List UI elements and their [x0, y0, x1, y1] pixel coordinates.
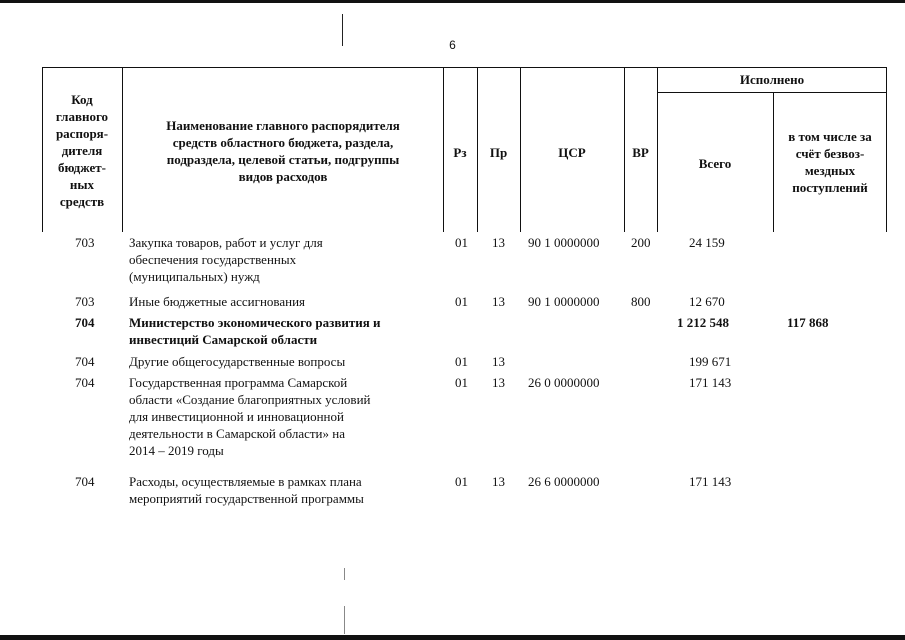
header-code [42, 91, 122, 210]
header-non-repayable [773, 128, 887, 196]
page-number: 6 [449, 38, 456, 52]
row-name [129, 293, 305, 310]
header-name-line: видов расходов [238, 169, 328, 184]
row-code: 703 [75, 235, 95, 250]
row-total: 12 670 [689, 294, 725, 309]
row-code: 704 [75, 354, 95, 369]
row-name [129, 374, 370, 459]
row-name-line: Другие общегосударственные вопросы [129, 354, 346, 369]
header-code-line: ных [69, 177, 95, 192]
row-code: 704 [75, 474, 95, 489]
row-name-line: Государственная программа Самарской [129, 375, 348, 390]
row-rz: 01 [455, 235, 468, 250]
row-name-line: Министерство экономического развития и [129, 315, 381, 330]
header-code-line: средств [59, 194, 105, 209]
header-executed: Исполнено [739, 72, 805, 87]
row-rz: 01 [455, 474, 468, 489]
row-total: 24 159 [689, 235, 725, 250]
row-total: 1 212 548 [677, 315, 729, 330]
header-vr: ВР [632, 145, 649, 160]
row-total: 199 671 [689, 354, 732, 369]
row-pr: 13 [492, 474, 505, 489]
bottom-border [0, 635, 905, 640]
header-pr: Пр [489, 145, 508, 160]
row-code: 703 [75, 294, 95, 309]
row-pr: 13 [492, 354, 505, 369]
executed-divider [657, 92, 887, 93]
row-name-line: деятельности в Самарской области» на [129, 426, 345, 441]
header-csr: ЦСР [558, 145, 586, 160]
row-vr: 200 [631, 235, 651, 250]
row-name-line: инвестиций Самарской области [129, 332, 318, 347]
row-non-repayable: 117 868 [787, 315, 829, 330]
header-code-line: распоря- [55, 126, 109, 141]
header-bezv-line: мездных [804, 163, 856, 178]
row-csr: 26 6 0000000 [528, 474, 600, 489]
header-code-line: главного [55, 109, 109, 124]
row-rz: 01 [455, 354, 468, 369]
scan-artifact [344, 606, 345, 634]
header-code-line: бюджет- [57, 160, 106, 175]
row-csr: 90 1 0000000 [528, 235, 600, 250]
header-bezv-line: в том числе за [788, 129, 872, 144]
row-csr: 90 1 0000000 [528, 294, 600, 309]
row-name-line: мероприятий государственной программы [129, 491, 364, 506]
row-code: 704 [75, 375, 95, 390]
row-name-line: (муниципальных) нужд [129, 269, 260, 284]
row-total: 171 143 [689, 375, 732, 390]
row-total: 171 143 [689, 474, 732, 489]
header-name-line: средств областного бюджета, раздела, [172, 135, 394, 150]
row-name-line: Расходы, осуществляемые в рамках плана [129, 474, 362, 489]
header-name-line: Наименование главного распорядителя [166, 118, 400, 133]
row-pr: 13 [492, 375, 505, 390]
row-name-line: Закупка товаров, работ и услуг для [129, 235, 323, 250]
header-total: Всего [698, 156, 732, 171]
row-name [129, 353, 345, 370]
row-pr: 13 [492, 294, 505, 309]
scan-artifact [344, 568, 345, 580]
header-bezv-line: счёт безвоз- [795, 146, 865, 161]
header-rz: Рз [453, 145, 467, 160]
row-vr: 800 [631, 294, 651, 309]
row-name [129, 473, 364, 507]
row-rz: 01 [455, 294, 468, 309]
row-rz: 01 [455, 375, 468, 390]
row-code: 704 [75, 315, 95, 330]
row-pr: 13 [492, 235, 505, 250]
row-name [129, 234, 323, 285]
row-name-line: 2014 – 2019 годы [129, 443, 224, 458]
row-name-line: обеспечения государственных [129, 252, 297, 267]
header-code-line: Код [71, 92, 93, 107]
header-name [123, 117, 443, 185]
row-csr: 26 0 0000000 [528, 375, 600, 390]
row-name-line: области «Создание благоприятных условий [129, 392, 371, 407]
header-bezv-line: поступлений [792, 180, 868, 195]
header-code-line: дителя [61, 143, 103, 158]
row-name [129, 314, 381, 348]
row-name-line: для инвестиционной и инновационной [129, 409, 344, 424]
top-border [0, 0, 905, 3]
header-name-line: подраздела, целевой статьи, подгруппы [166, 152, 400, 167]
row-name-line: Иные бюджетные ассигнования [129, 294, 306, 309]
